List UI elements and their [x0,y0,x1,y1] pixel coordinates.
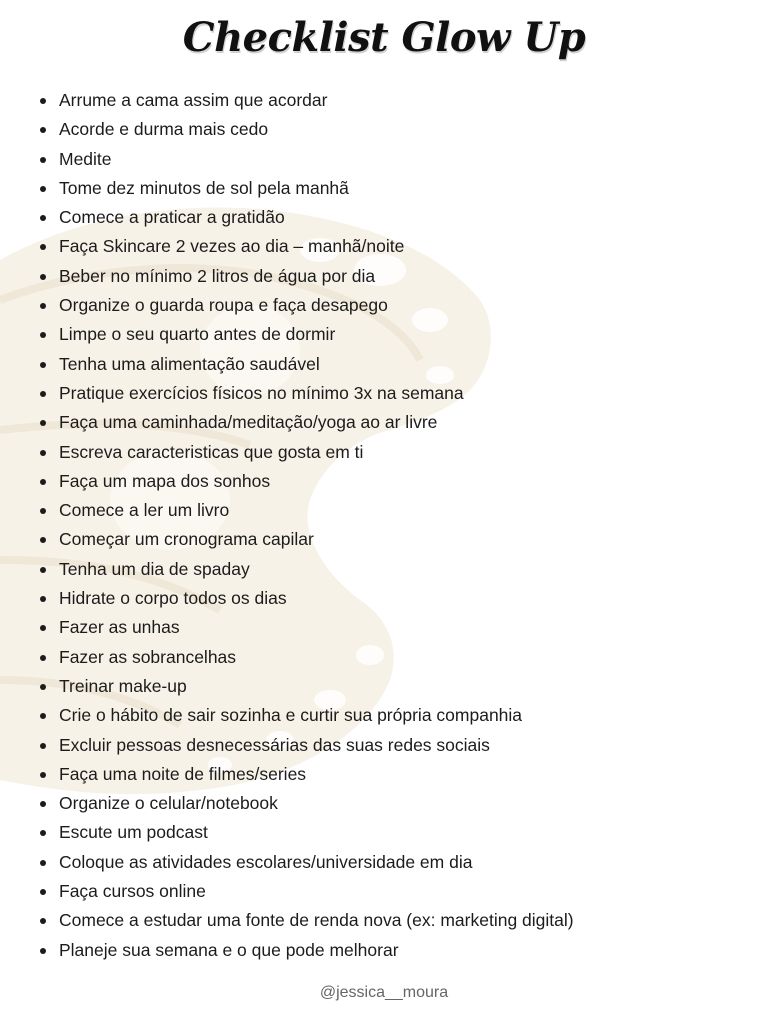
list-item-text: Crie o hábito de sair sozinha e curtir sua própria companhia [59,705,523,726]
bullet-dot-icon [40,537,46,543]
list-item [38,408,574,437]
list-item [38,818,574,847]
bullet-dot-icon [40,684,46,690]
list-item [38,789,574,818]
bullet-dot-icon [40,596,46,602]
bullet-dot-icon [40,215,46,221]
list-item-text: Comece a estudar uma fonte de renda nova (ex: marketing digital) [59,910,574,931]
list-item-text: Treinar make-up [59,675,187,696]
list-item-text: Fazer as sobrancelhas [59,646,237,667]
list-item [38,467,574,496]
bullet-dot-icon [40,918,46,924]
list-item [38,877,574,906]
list-item-text: Arrume a cama assim que acordar [59,90,328,110]
list-item-text: Tenha uma alimentação saudável [59,353,320,374]
list-item-text: Pratique exercícios físicos no mínimo 3x na semana [59,382,464,403]
bullet-dot-icon [40,655,46,661]
bullet-dot-icon [40,274,46,280]
list-item-text: Faça uma noite de filmes/series [59,763,307,784]
list-item-text: Faça Skincare 2 vezes ao dia – manhã/noite [59,236,405,257]
list-item [38,174,574,203]
list-item-text: Faça uma caminhada/meditação/yoga ao ar livre [59,412,438,433]
list-item-text: Limpe o seu quarto antes de dormir [59,324,336,345]
list-item [38,145,574,174]
list-item [38,643,574,672]
bullet-dot-icon [40,801,46,807]
bullet-dot-icon [40,157,46,163]
list-item [38,291,574,320]
list-item-text: Faça um mapa dos sonhos [59,470,271,491]
bullet-dot-icon [40,830,46,836]
list-item [38,613,574,642]
list-item-text: Escreva caracteristicas que gosta em ti [59,441,364,462]
list-item [38,672,574,701]
bullet-dot-icon [40,391,46,397]
list-item-text: Hidrate o corpo todos os dias [59,588,287,609]
list-item [38,350,574,379]
bullet-dot-icon [40,303,46,309]
bullet-dot-icon [40,508,46,514]
list-item [38,203,574,232]
bullet-dot-icon [40,186,46,192]
bullet-dot-icon [40,625,46,631]
list-item [38,320,574,349]
list-item [38,379,574,408]
bullet-dot-icon [40,362,46,368]
list-item [38,555,574,584]
page-title: Checklist Glow Up [182,14,586,61]
list-item-text: Tenha um dia de spaday [59,558,250,579]
footer-handle: @jessica__moura [319,984,449,1001]
list-item [38,262,574,291]
list-item-text: Tome dez minutos de sol pela manhã [59,177,349,198]
list-item-text: Acorde e durma mais cedo [59,119,269,140]
bullet-dot-icon [40,479,46,485]
list-item [38,115,574,144]
list-item-text: Organize o celular/notebook [59,793,278,814]
bullet-dot-icon [40,713,46,719]
list-item [38,525,574,554]
list-item-text: Comece a ler um livro [59,500,230,521]
list-item-text: Medite [59,148,112,169]
checklist [38,86,574,965]
list-item [38,936,574,965]
list-item-text: Beber no mínimo 2 litros de água por dia [59,265,376,286]
list-item [38,438,574,467]
list-item-text: Organize o guarda roupa e faça desapego [59,295,388,316]
list-item-text: Fazer as unhas [59,617,180,638]
bullet-dot-icon [40,450,46,456]
bullet-dot-icon [40,860,46,866]
bullet-dot-icon [40,420,46,426]
list-item [38,232,574,261]
list-item [38,760,574,789]
list-item [38,86,574,115]
list-item-text: Excluir pessoas desnecessárias das suas redes sociais [59,734,490,755]
list-item-text: Faça cursos online [59,881,206,902]
bullet-dot-icon [40,889,46,895]
bullet-dot-icon [40,244,46,250]
list-item-text: Coloque as atividades escolares/universidade em dia [59,851,473,872]
list-item [38,848,574,877]
bullet-dot-icon [40,948,46,954]
list-item [38,496,574,525]
list-item [38,906,574,935]
bullet-dot-icon [40,98,46,104]
bullet-dot-icon [40,743,46,749]
bullet-dot-icon [40,332,46,338]
bullet-dot-icon [40,127,46,133]
list-item-text: Comece a praticar a gratidão [59,207,285,228]
bullet-dot-icon [40,567,46,573]
list-item [38,731,574,760]
list-item-text: Escute um podcast [59,822,208,843]
list-item-text: Planeje sua semana e o que pode melhorar [59,939,399,960]
bullet-dot-icon [40,772,46,778]
list-item [38,701,574,730]
list-item-text: Começar um cronograma capilar [59,529,314,550]
list-item [38,584,574,613]
